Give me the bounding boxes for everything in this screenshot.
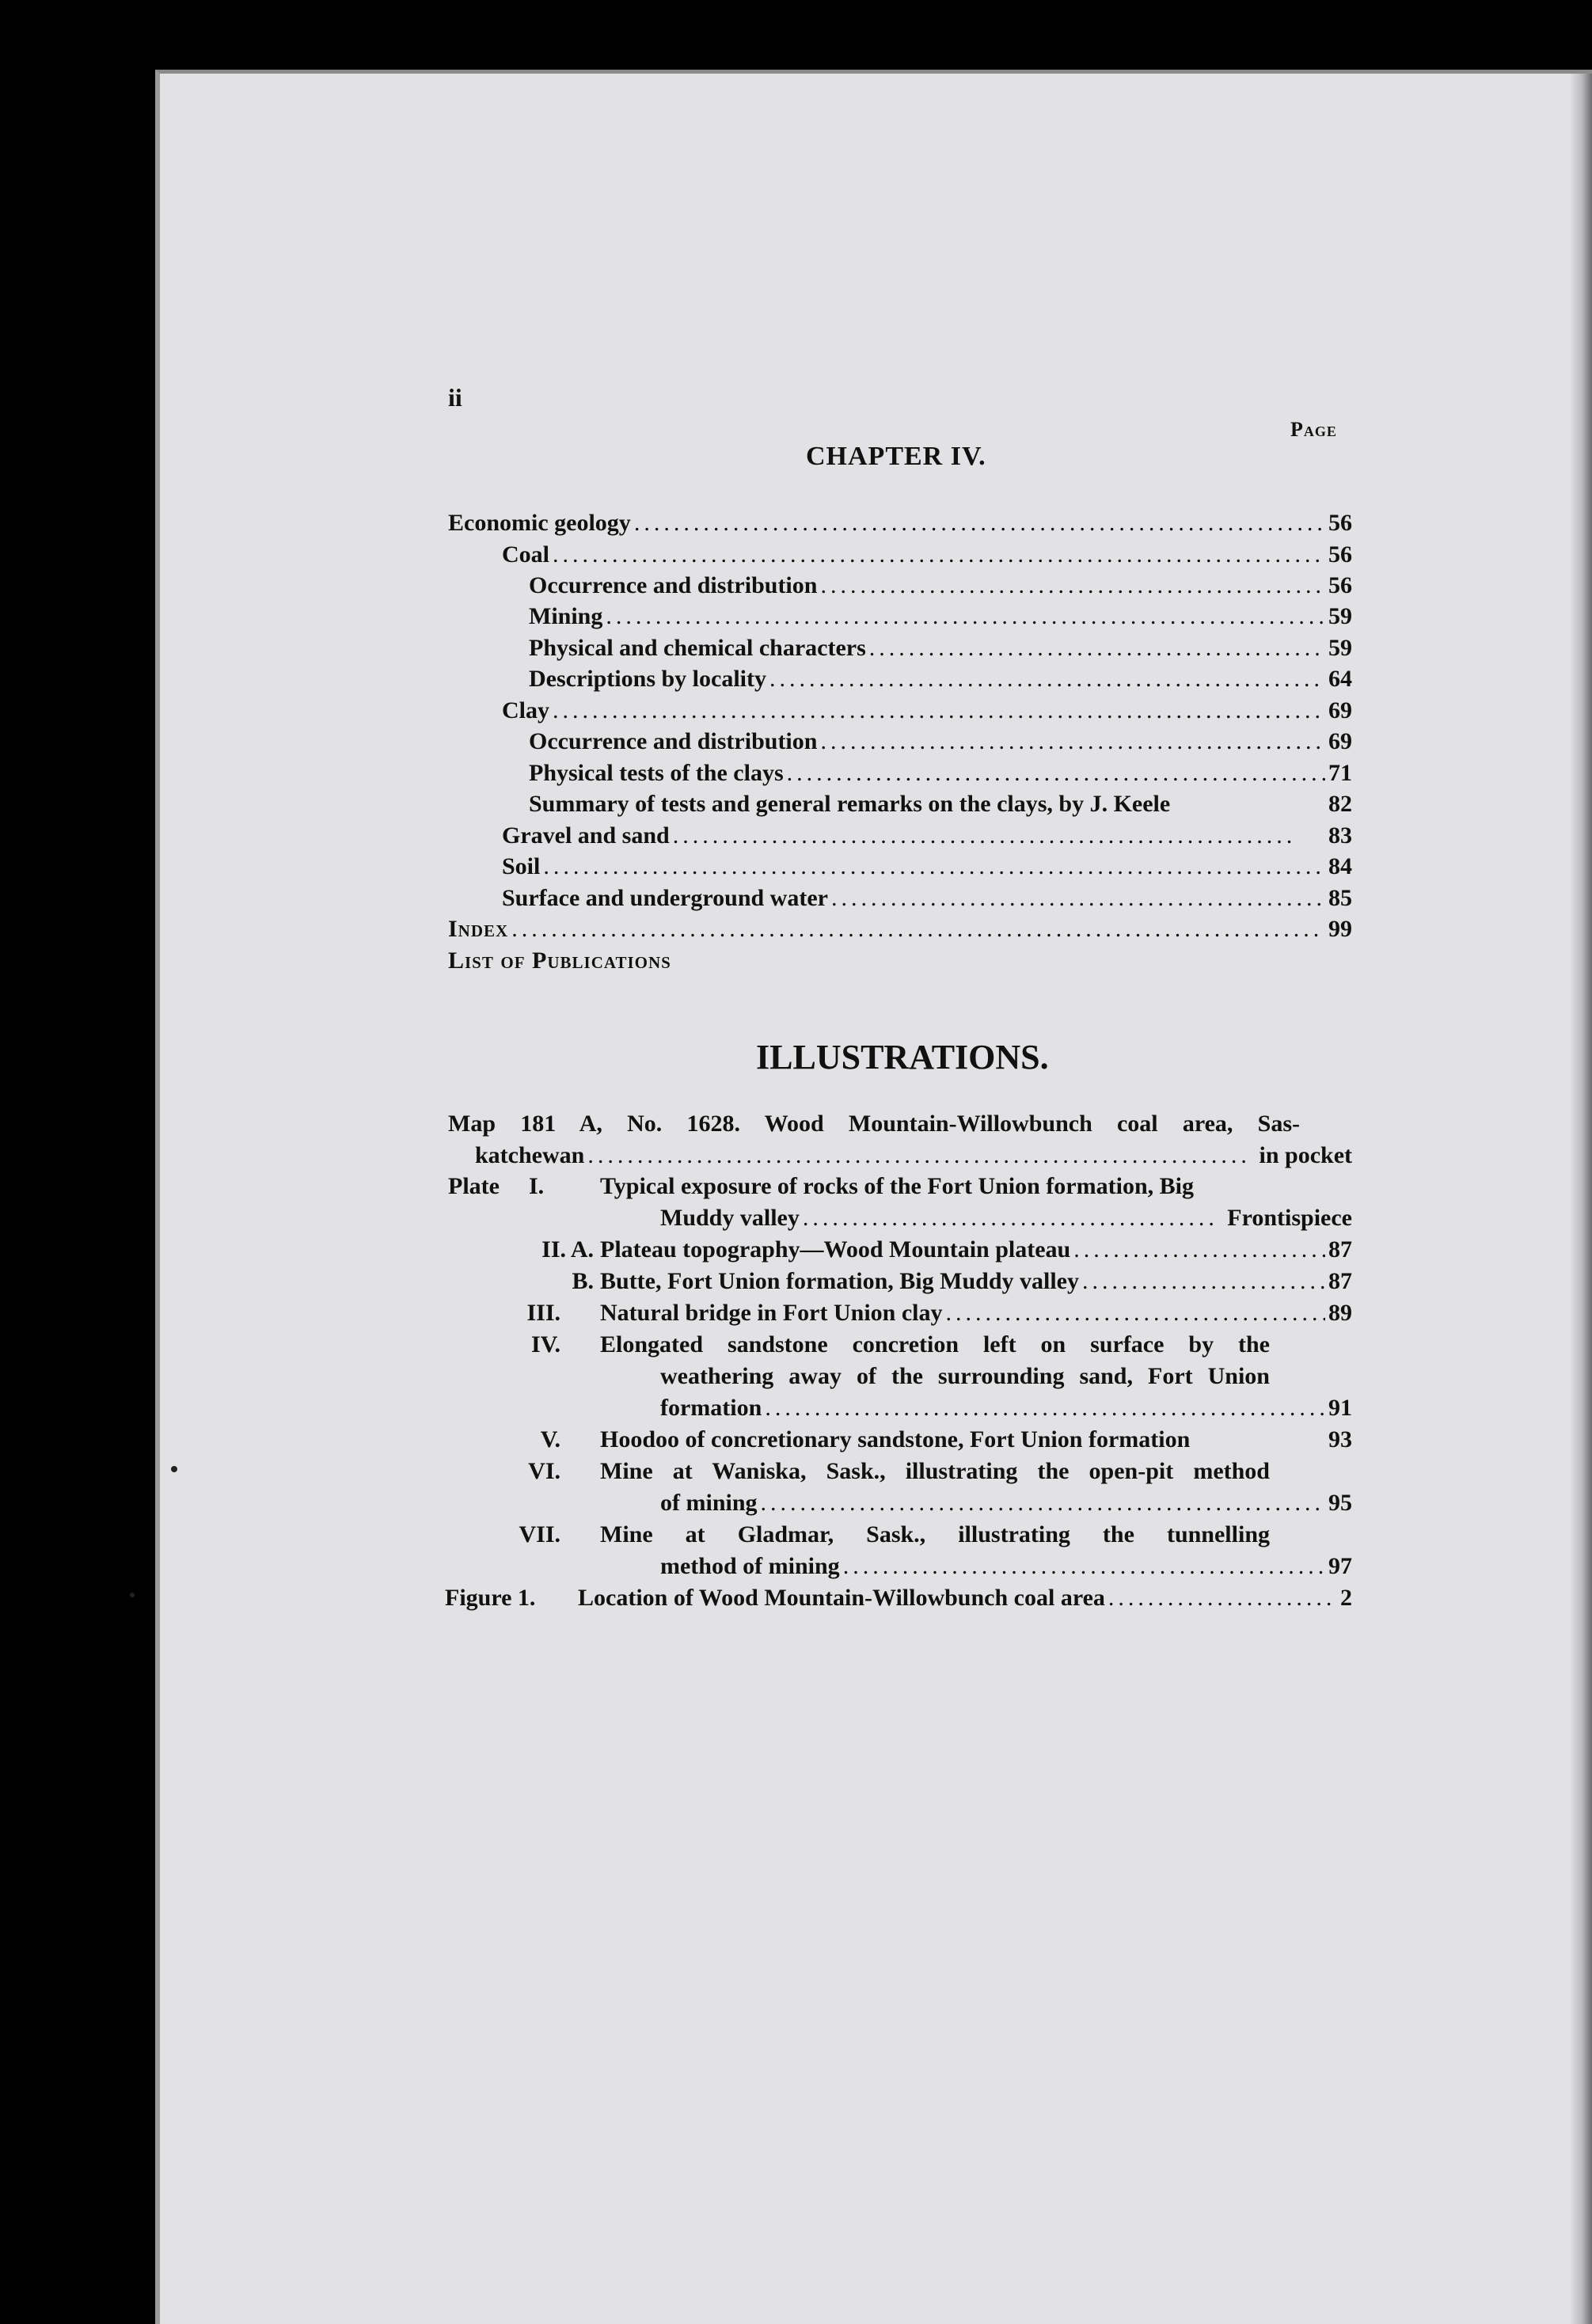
toc-entry bbox=[448, 914, 1352, 944]
plate-page: 87 bbox=[1328, 1236, 1352, 1263]
toc-entry-label: Summary of tests and general remarks on the clays, by J. Keele bbox=[529, 791, 1171, 817]
toc-entry-label: Clay bbox=[502, 697, 549, 723]
toc-entry-label: Soil bbox=[502, 853, 541, 879]
toc-entry-label: Economic geology bbox=[448, 510, 631, 536]
leader-dots bbox=[1108, 1583, 1337, 1613]
plate-entry bbox=[660, 1551, 1352, 1582]
toc-entry-page: 82 bbox=[1328, 791, 1352, 817]
plate-prefix: Plate bbox=[448, 1173, 500, 1199]
page-folio: ii bbox=[448, 383, 462, 412]
leader-dots bbox=[634, 508, 1325, 538]
page-edge-shadow bbox=[1570, 74, 1592, 2324]
toc-entry bbox=[448, 508, 1352, 538]
toc-entry-page: 59 bbox=[1328, 635, 1352, 661]
map-entry bbox=[475, 1141, 1352, 1171]
page-column-header: Page bbox=[1290, 418, 1337, 441]
leader-dots bbox=[820, 727, 1325, 757]
toc-entry-page: 69 bbox=[1328, 728, 1352, 754]
plate-entry bbox=[600, 1235, 1352, 1265]
toc-entry-page: 56 bbox=[1328, 510, 1352, 536]
toc-entry-label: List of Publications bbox=[448, 947, 671, 974]
toc-entry-label: Occurrence and distribution bbox=[529, 728, 818, 754]
leader-dots bbox=[803, 1203, 1219, 1233]
plate-page: 97 bbox=[1328, 1553, 1352, 1579]
binding-hole-mark bbox=[130, 1593, 135, 1597]
binding-hole-mark bbox=[171, 1466, 177, 1472]
toc-entry-page: 64 bbox=[1328, 666, 1352, 692]
plate-caption-line: Typical exposure of rocks of the Fort Union formation, Big bbox=[600, 1173, 1194, 1199]
plate-page: 95 bbox=[1328, 1490, 1352, 1516]
plate-number: VII. bbox=[519, 1521, 560, 1547]
leader-dots bbox=[1073, 1235, 1325, 1265]
toc-entry-label: Surface and underground water bbox=[502, 885, 828, 911]
plate-caption-line: Butte, Fort Union formation, Big Muddy valley bbox=[600, 1268, 1079, 1294]
toc-entry bbox=[448, 946, 1352, 976]
leader-dots bbox=[761, 1488, 1325, 1518]
toc-entry-page: 69 bbox=[1328, 697, 1352, 723]
plate-caption-line: Hoodoo of concretionary sandstone, Fort Union formation bbox=[600, 1426, 1191, 1452]
toc-entry-page: 59 bbox=[1328, 603, 1352, 629]
plate-number: II. A. bbox=[541, 1236, 594, 1263]
plate-entry bbox=[600, 1425, 1352, 1455]
toc-entry-page: 85 bbox=[1328, 885, 1352, 911]
toc-entry-page: 56 bbox=[1328, 541, 1352, 568]
toc-entry bbox=[529, 758, 1352, 788]
map-entry-page: in pocket bbox=[1259, 1142, 1352, 1168]
plate-entry bbox=[660, 1393, 1352, 1423]
leader-dots bbox=[843, 1551, 1325, 1582]
toc-entry-label: Occurrence and distribution bbox=[529, 572, 818, 598]
toc-entry-page: 56 bbox=[1328, 572, 1352, 598]
plate-caption-line: Muddy valley bbox=[660, 1205, 800, 1231]
toc-entry-label: Descriptions by locality bbox=[529, 666, 766, 692]
toc-entry bbox=[502, 540, 1352, 570]
leader-dots bbox=[820, 571, 1325, 601]
figure-entry bbox=[578, 1583, 1352, 1613]
plate-entry bbox=[600, 1298, 1352, 1328]
plate-page: 89 bbox=[1328, 1300, 1352, 1326]
map-entry-label: katchewan bbox=[475, 1142, 585, 1168]
plate-number: I. bbox=[529, 1173, 545, 1199]
toc-entry-label: Mining bbox=[529, 603, 603, 629]
plate-number: IV. bbox=[531, 1331, 560, 1358]
leader-dots bbox=[553, 540, 1324, 570]
plate-page: 93 bbox=[1328, 1426, 1352, 1452]
toc-entry bbox=[502, 696, 1352, 726]
toc-entry-page: 84 bbox=[1328, 853, 1352, 879]
plate-entry bbox=[660, 1488, 1352, 1518]
toc-entry bbox=[529, 789, 1352, 819]
toc-entry-page: 71 bbox=[1328, 760, 1352, 786]
leader-dots bbox=[787, 758, 1325, 788]
chapter-title: CHAPTER IV. bbox=[806, 442, 986, 471]
leader-dots bbox=[511, 914, 1323, 944]
leader-dots bbox=[769, 664, 1325, 694]
toc-entry bbox=[529, 633, 1352, 663]
plate-page: Frontispiece bbox=[1227, 1205, 1352, 1231]
figure-caption: Location of Wood Mountain-Willowbunch coal area bbox=[578, 1585, 1105, 1611]
toc-entry-label: Coal bbox=[502, 541, 549, 568]
leader-dots bbox=[673, 821, 1297, 851]
plate-number: III. bbox=[526, 1300, 560, 1326]
toc-entry-label: Index bbox=[448, 916, 509, 942]
illustrations-title: ILLUSTRATIONS. bbox=[756, 1038, 1049, 1077]
toc-entry-page: 99 bbox=[1328, 916, 1352, 942]
plate-number: VI. bbox=[528, 1458, 560, 1484]
plate-entry bbox=[660, 1203, 1352, 1233]
toc-entry bbox=[502, 883, 1352, 913]
leader-dots bbox=[831, 883, 1325, 913]
plate-number: B. bbox=[572, 1268, 594, 1294]
map-entry-line: Map 181 A, No. 1628. Wood Mountain-Willowbunch coal area, Sas- bbox=[448, 1111, 1300, 1137]
leader-dots bbox=[1082, 1266, 1325, 1297]
toc-entry bbox=[502, 852, 1352, 882]
toc-entry bbox=[529, 602, 1352, 632]
plate-caption-line: weathering away of the surrounding sand, Fort Union bbox=[660, 1363, 1270, 1389]
toc-entry-page: 83 bbox=[1328, 822, 1352, 849]
leader-dots bbox=[553, 696, 1324, 726]
plate-caption-line: of mining bbox=[660, 1490, 758, 1516]
toc-entry bbox=[529, 664, 1352, 694]
toc-entry-label: Physical tests of the clays bbox=[529, 760, 784, 786]
plate-caption-line: method of mining bbox=[660, 1553, 840, 1579]
leader-dots bbox=[543, 852, 1324, 882]
plate-caption-line: Mine at Waniska, Sask., illustrating the open-pit method bbox=[600, 1458, 1270, 1484]
leader-dots bbox=[587, 1141, 1251, 1171]
leader-dots bbox=[869, 633, 1325, 663]
leader-dots bbox=[946, 1298, 1326, 1328]
plate-caption-line: Plateau topography—Wood Mountain plateau bbox=[600, 1236, 1071, 1263]
toc-entry-label: Gravel and sand bbox=[502, 822, 670, 849]
plate-caption-line: formation bbox=[660, 1395, 762, 1421]
plate-caption-line: Mine at Gladmar, Sask., illustrating the tunnelling bbox=[600, 1521, 1270, 1547]
plate-number: V. bbox=[540, 1426, 560, 1452]
leader-dots bbox=[765, 1393, 1325, 1423]
plate-caption-line: Elongated sandstone concretion left on surface by the bbox=[600, 1331, 1270, 1358]
toc-entry bbox=[502, 821, 1352, 851]
toc-entry bbox=[529, 571, 1352, 601]
figure-number: Figure 1. bbox=[445, 1585, 536, 1611]
toc-entry bbox=[529, 727, 1352, 757]
plate-entry bbox=[600, 1266, 1352, 1297]
plate-page: 91 bbox=[1328, 1395, 1352, 1421]
plate-caption-line: Natural bridge in Fort Union clay bbox=[600, 1300, 943, 1326]
plate-page: 87 bbox=[1328, 1268, 1352, 1294]
figure-page: 2 bbox=[1340, 1585, 1352, 1611]
toc-entry-label: Physical and chemical characters bbox=[529, 635, 866, 661]
leader-dots bbox=[606, 602, 1325, 632]
